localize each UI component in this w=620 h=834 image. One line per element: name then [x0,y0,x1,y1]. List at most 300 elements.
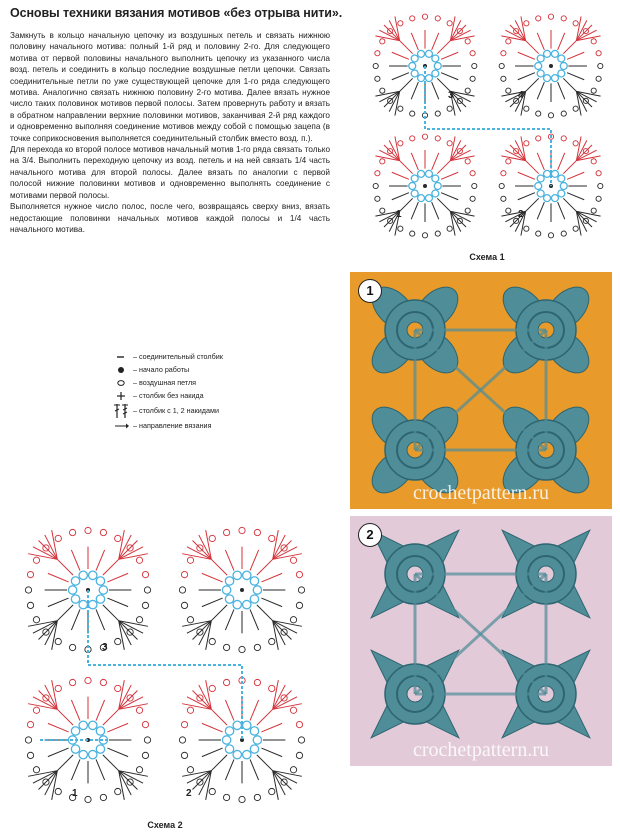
chain-stitch [79,571,87,579]
chain-stitch [447,226,452,231]
stitch [103,709,119,725]
stitch [225,609,234,630]
chain-stitch [551,170,558,177]
legend-label: – соединительный столбик [133,352,223,361]
chain-stitch [181,721,187,727]
chain-stitch [243,571,251,579]
chain-stitch [506,88,511,93]
chain-stitch [209,788,215,794]
chain-stitch [269,638,275,644]
stitch [558,33,565,50]
chain-stitch [142,602,148,608]
chain-stitch [85,527,91,533]
stitch [526,78,539,91]
chain-stitch [470,196,475,201]
chain-stitch [544,50,551,57]
chain-stitch [410,136,415,141]
stitch [567,73,584,80]
chain-stitch [447,141,452,146]
chain-stitch [411,55,418,62]
legend-row-direction [112,419,312,432]
chain-stitch [243,600,251,608]
stitch [567,52,584,59]
chain-stitch [380,159,385,164]
stitch [432,202,439,219]
stitch [71,700,80,721]
stitch [518,73,535,80]
chain-stitch [223,679,229,685]
chain-stitch [223,529,229,535]
chain-stitch [537,190,544,197]
stitch [103,605,119,621]
chain-stitch [435,111,440,116]
stitch [250,550,259,571]
chain-stitch [96,595,104,603]
chain-stitch [425,170,432,177]
stitch [202,723,223,732]
photo-2-badge: 2 [358,523,382,547]
chain-stitch [506,159,511,164]
chain-stitch [596,196,601,201]
chain-stitch [290,617,296,623]
stitch [526,41,539,54]
chain-stitch [296,721,302,727]
stitch [441,172,458,179]
chain-stitch [432,55,439,62]
stitch [96,759,105,780]
stitch [558,82,565,99]
chain-stitch [537,70,544,77]
chain-stitch [411,175,418,182]
chain-stitch [447,106,452,111]
paragraph: Замкнуть в кольцо начальную цепочку из воздушных петель и связать нижнюю половину начального мотива: полный 1-й ряд и половину 2-го. Для следующего мотива от первой половины начального выполнить цепочку из указанного числа возд. петель и соединить в кольцо последние воздушные петли цепочки. Связать соединительные петли по уже существующей цепочке для 1-го ряда следующего мотива. Аналогично связать нижнюю половину 2-го мотива. Далее вязать нужное число таких половинок мотивов первой полосы. Затем провернуть работу и вязать в обратном направлении верхние половинки мотивов, заканчивая 2-й ряд каждого и одновременно выполняя соединение мотивов между собой с помощью зацепа (в точке соприкосновения выполняется соединительный столбик вместо возд. п.). [10,31,330,143]
paragraph: Выполняется нужное число полос, после чего, возвращаясь сверху вниз, вязать недостающие половинки начальных мотивов каждой полосы и 1/4 часть начального мотива. [10,202,330,234]
stitch [250,609,259,630]
chain-stitch [269,685,275,691]
chain-stitch [470,76,475,81]
chain-stitch [298,587,304,593]
chain-stitch [558,55,565,62]
chain-stitch [561,136,566,141]
chain-stitch [536,136,541,141]
stitch [71,759,80,780]
chain-stitch [181,602,187,608]
stitch [411,153,418,170]
start-dot-icon [112,364,130,376]
chain-stitch [499,63,504,68]
chain-stitch [560,183,567,190]
chain-stitch [536,111,541,116]
stitch [211,605,227,621]
chain-stitch [209,535,215,541]
legend [112,350,312,432]
chain-stitch [222,586,230,594]
chain-stitch [254,644,260,650]
chain-stitch [96,727,104,735]
chain-stitch [380,88,385,93]
slip-stitch-icon [112,351,130,363]
stitch [48,723,69,732]
chain-stitch [25,587,31,593]
chain-stitch [418,50,425,57]
stitch [392,193,409,200]
stitch [96,700,105,721]
chain-stitch [470,51,475,56]
chain-stitch [181,571,187,577]
chain-stitch [561,231,566,236]
stitch [57,559,73,575]
chain-stitch [409,183,416,190]
chain-stitch [142,721,148,727]
chain-stitch [222,736,230,744]
instructions-text [10,30,330,235]
chain-stitch [410,231,415,236]
chain-stitch [115,535,121,541]
chain-stitch [418,170,425,177]
scheme-1-label-4: 4 [518,90,524,101]
chain-stitch [225,727,233,735]
start-dot [549,64,553,68]
chain-stitch [544,75,551,82]
chain-stitch [250,577,258,585]
stitch [432,82,439,99]
chain-stitch [598,63,603,68]
chain-stitch [398,226,403,231]
chain-stitch [85,677,91,683]
stitch [563,41,576,54]
photo-sample-2 [350,516,612,766]
chain-stitch [591,208,596,213]
chain-stitch [536,231,541,236]
stitch [400,78,413,91]
chain-stitch [290,557,296,563]
scheme-2-caption: Схема 2 [147,820,183,830]
chain-stitch [596,51,601,56]
chain-stitch [79,750,87,758]
stitch [202,748,223,757]
chain-stitch [551,195,558,202]
chain-stitch [55,685,61,691]
stitch [48,573,69,582]
chain-stitch [411,190,418,197]
chain-stitch [250,727,258,735]
chain-stitch [225,595,233,603]
chain-stitch [253,586,261,594]
chain-stitch [524,141,529,146]
stitch [71,550,80,571]
chain-stitch [434,63,441,70]
chain-stitch [239,527,245,533]
chain-stitch [223,644,229,650]
stitch [202,598,223,607]
chain-stitch [432,70,439,77]
single-crochet-icon [112,390,130,402]
chain-stitch [425,75,432,82]
chain-stitch [243,750,251,758]
chain-stitch [68,586,76,594]
start-dot [240,588,244,592]
stitch [257,709,273,725]
chain-stitch [144,587,150,593]
stitch [563,198,576,211]
legend-label: – начало работы [133,365,190,374]
chain-stitch [501,171,506,176]
chain-stitch [136,767,142,773]
chain-stitch [422,134,427,139]
chain-stitch [418,75,425,82]
chain-stitch [55,788,61,794]
chain-stitch [96,745,104,753]
chain-stitch [142,571,148,577]
paragraph: Для перехода ко второй полосе мотивов начальный мотив 1-го ряда связать только на 3/4. Выполнить переходную цепочку из возд. петель и на ней связать 1/4 часть начального мотива для второй полосы. Далее вязать по аналогии с первой полосой нижние половинки мотивов и одновременно выполнять соединение с мотивами первой полосы. [10,145,330,200]
chain-stitch [573,21,578,26]
chain-stitch [573,106,578,111]
stitch [225,759,234,780]
motif [179,527,304,652]
chain-stitch [596,171,601,176]
chain-stitch [69,529,75,535]
chain-stitch [472,183,477,188]
chain-stitch [225,577,233,585]
chain-stitch [598,183,603,188]
chain-stitch [296,752,302,758]
photo-1-watermark: crochetpattern.ru [412,482,550,504]
chain-stitch [254,529,260,535]
chain-stitch [425,50,432,57]
stitch [411,82,418,99]
chain-stitch [373,183,378,188]
chain-stitch [524,226,529,231]
stitch [225,550,234,571]
chain-stitch [209,638,215,644]
chain-stitch [373,63,378,68]
stitch [103,755,119,771]
chain-stitch [254,794,260,800]
photo-1-image [350,272,612,509]
chain-stitch [225,745,233,753]
chain-stitch [250,745,258,753]
chain-stitch [239,646,245,652]
chain-stitch [27,752,33,758]
chain-stitch [380,39,385,44]
chain-stitch [250,595,258,603]
chain-stitch [410,16,415,21]
stitch [261,723,282,732]
chain-stitch [115,638,121,644]
legend-row-dc [112,402,312,419]
chain-stitch [375,171,380,176]
scheme-2-diagram [10,512,332,816]
stitch [526,161,539,174]
stitch [107,598,128,607]
scheme-2-label-1: 1 [72,788,78,799]
chain-stitch [187,707,193,713]
chain-stitch [435,136,440,141]
chain-stitch [470,171,475,176]
page-title: Основы техники вязания мотивов «без отрыва нити». [10,6,343,20]
chain-stitch [447,21,452,26]
chain-stitch [561,111,566,116]
chain-stitch [435,231,440,236]
stitch [392,52,409,59]
chain-stitch [144,737,150,743]
chain-stitch [99,586,107,594]
chain-stitch [233,750,241,758]
connector-chain [425,66,551,186]
chain-stitch [136,557,142,563]
legend-label: – столбик без накида [133,391,204,400]
chain-stitch [548,14,553,19]
chain-stitch [71,745,79,753]
chain-stitch [501,196,506,201]
chain-stitch [398,141,403,146]
chain-stitch [551,50,558,57]
stitch [96,609,105,630]
stitch [392,172,409,179]
chain-stitch [296,602,302,608]
chain-stitch [115,685,121,691]
chain-stitch [375,196,380,201]
chain-stitch [465,88,470,93]
chain-stitch [472,63,477,68]
chain-stitch [25,737,31,743]
start-dot [423,184,427,188]
chain-stitch [269,535,275,541]
stitch [250,759,259,780]
chain-stitch [179,587,185,593]
stitch [400,41,413,54]
chain-stitch [27,721,33,727]
photo-2-image [350,516,612,766]
chain-stitch [548,233,553,238]
stitch [225,700,234,721]
chain-stitch [71,577,79,585]
chain-stitch [71,727,79,735]
chain-stitch [296,571,302,577]
stitch [537,82,544,99]
chain-stitch [591,39,596,44]
chain-stitch [432,190,439,197]
stitch [441,193,458,200]
motif [373,134,477,238]
chain-stitch [375,51,380,56]
chain-stitch [551,75,558,82]
chain-stitch [425,195,432,202]
photo-1-badge: 1 [358,279,382,303]
chain-stitch [465,208,470,213]
stitch [211,709,227,725]
chain-stitch [535,183,542,190]
chain-stitch [422,14,427,19]
legend-row-sc [112,389,312,402]
stitch [567,193,584,200]
chain-stitch [89,750,97,758]
chain-stitch [465,39,470,44]
chain-stitch [233,571,241,579]
chain-stitch [537,175,544,182]
stitch [518,193,535,200]
legend-label: – воздушная петля [133,378,197,387]
chain-stitch [544,195,551,202]
chain-stitch [536,16,541,21]
chain-stitch [409,63,416,70]
scheme-2-label-3: 3 [102,642,108,653]
chain-stitch [187,617,193,623]
chain-stitch [290,707,296,713]
scheme-1-label-2: 2 [518,209,524,220]
chain-stitch [85,796,91,802]
chain-stitch [239,796,245,802]
chain-stitch [142,752,148,758]
chain-stitch [33,707,39,713]
stitch [257,559,273,575]
stitch [537,33,544,50]
stitch [257,605,273,621]
stitch [107,748,128,757]
chain-stitch [233,721,241,729]
stitch [96,550,105,571]
chain-stitch [89,571,97,579]
chain-stitch [179,737,185,743]
chain-stitch [596,76,601,81]
chain-stitch [435,16,440,21]
chain-stitch [100,529,106,535]
stitch [518,52,535,59]
chain-stitch [187,557,193,563]
chain-stitch [100,794,106,800]
scheme-1-caption: Схема 1 [469,252,505,262]
chain-stitch [434,183,441,190]
stitch [107,573,128,582]
chain-stitch [501,76,506,81]
stitch [411,33,418,50]
chain-stitch [33,617,39,623]
chain-stitch [499,183,504,188]
chain-stitch [233,600,241,608]
stitch [48,748,69,757]
chain-stitch [465,159,470,164]
legend-label: – столбик с 1, 2 накидами [133,406,219,415]
stitch [400,161,413,174]
motif [499,14,603,118]
chain-stitch [418,195,425,202]
stitch [211,755,227,771]
stitch [441,52,458,59]
chain-stitch [254,679,260,685]
stitch [526,198,539,211]
chain-stitch [89,600,97,608]
chain-stitch [71,595,79,603]
stitch [48,598,69,607]
chain-stitch [187,767,193,773]
chain-stitch [558,190,565,197]
scheme-1-label-1: 1 [396,209,402,220]
chain-stitch [560,63,567,70]
chain-stitch [181,752,187,758]
chain-stitch [558,175,565,182]
photo-sample-1 [350,272,612,509]
chain-stitch [573,141,578,146]
stitch [261,748,282,757]
legend-row-slip-stitch [112,350,312,363]
motif [25,677,150,802]
chain-stitch [561,16,566,21]
chain-stitch [524,106,529,111]
chain-stitch [506,208,511,213]
chain-stitch [410,111,415,116]
chain-stitch [591,159,596,164]
stitch [57,755,73,771]
